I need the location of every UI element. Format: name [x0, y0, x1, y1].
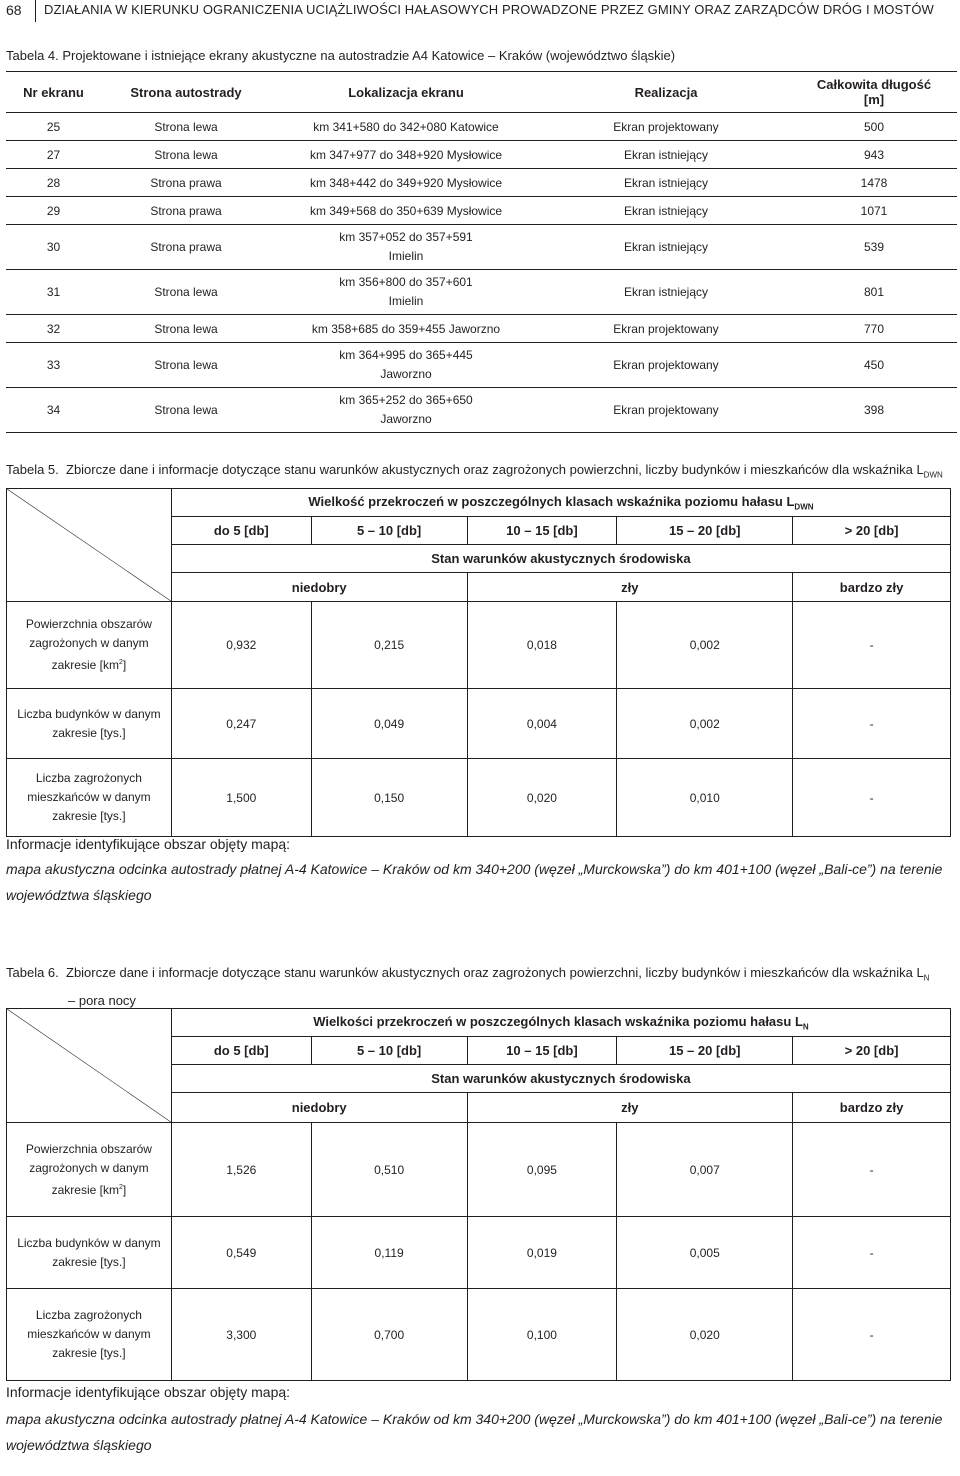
- data-cell: 0,004: [467, 689, 617, 759]
- row-label-text: Powierzchnia obszarów zagrożonych w danym zakresie [km: [25, 617, 152, 672]
- table-row: [6, 315, 957, 343]
- t4-header-strona: Strona autostrady: [101, 72, 271, 113]
- group-header-text: Wielkość przekroczeń w poszczególnych klasach wskaźnika poziomu hałasu L: [308, 493, 795, 509]
- diagonal-header-cell: [7, 1009, 172, 1123]
- t4-header-nr: Nr ekranu: [6, 72, 101, 113]
- table4-caption: Tabela 4. Projektowane i istniejące ekrany akustyczne na autostradzie A4 Katowice – Kraków (województwo śląskie): [6, 48, 676, 63]
- t4-cell-strona: Strona lewa: [101, 270, 271, 315]
- t4-cell-strona: Strona prawa: [101, 225, 271, 270]
- t4-cell-realizacja: Ekran istniejący: [541, 169, 791, 197]
- t4-cell-strona: Strona lewa: [101, 113, 271, 141]
- class-header: 10 – 15 [db]: [467, 517, 617, 545]
- class-header: > 20 [db]: [793, 517, 951, 545]
- t4-cell-dlugosc: 770: [791, 315, 957, 343]
- t4-header-lokalizacja: Lokalizacja ekranu: [271, 72, 541, 113]
- t4-cell-lokalizacja: km 364+995 do 365+445 Jaworzno: [271, 343, 541, 388]
- table4: [6, 71, 957, 433]
- t4-cell-realizacja: Ekran projektowany: [541, 315, 791, 343]
- class-header: 5 – 10 [db]: [311, 1037, 467, 1065]
- table6-info-label: Informacje identyfikujące obszar objęty mapą:: [6, 1384, 291, 1400]
- data-cell: -: [793, 1123, 951, 1217]
- table-row: [6, 343, 957, 388]
- t4-cell-lokalizacja: km 356+800 do 357+601 Imielin: [271, 270, 541, 315]
- data-cell: -: [793, 602, 951, 689]
- row-label: [7, 1123, 172, 1217]
- t4-cell-dlugosc: 500: [791, 113, 957, 141]
- group-header-text: Wielkości przekroczeń w poszczególnych klasach wskaźnika poziomu hałasu L: [313, 1013, 803, 1029]
- header-divider: [35, 0, 36, 22]
- t4-cell-lokalizacja: km 365+252 do 365+650 Jaworzno: [271, 388, 541, 433]
- data-cell: 0,002: [617, 602, 793, 689]
- t4-cell-nr: 33: [6, 343, 101, 388]
- table-row: [7, 1217, 951, 1289]
- t4-cell-realizacja: Ekran istniejący: [541, 141, 791, 169]
- data-cell: 0,700: [311, 1289, 467, 1381]
- t4-cell-lokalizacja: km 349+568 do 350+639 Mysłowice: [271, 197, 541, 225]
- t4-cell-lokalizacja: km 348+442 do 349+920 Mysłowice: [271, 169, 541, 197]
- t4-cell-strona: Strona prawa: [101, 197, 271, 225]
- data-cell: 0,932: [171, 602, 311, 689]
- t4-cell-nr: 31: [6, 270, 101, 315]
- t4-cell-realizacja: Ekran istniejący: [541, 270, 791, 315]
- t4-cell-dlugosc: 943: [791, 141, 957, 169]
- t4-cell-nr: 34: [6, 388, 101, 433]
- data-cell: -: [793, 1289, 951, 1381]
- table-row: [7, 689, 951, 759]
- table-row: [7, 602, 951, 689]
- table6-caption: Tabela 6. Zbiorcze dane i informacje dotyczące stanu warunków akustycznych oraz zagrożonych powierzchni, liczby budynków i mieszkańców dla wskaźnika $L_N$ – pora nocy: [6, 965, 930, 1008]
- table-row: [6, 169, 957, 197]
- t4-cell-lokalizacja: km 341+580 do 342+080 Katowice: [271, 113, 541, 141]
- t4-cell-realizacja: Ekran projektowany: [541, 343, 791, 388]
- t4-cell-strona: Strona lewa: [101, 141, 271, 169]
- row-label-text: Liczba zagrożonych mieszkańców w danym zakresie [tys.]: [27, 1308, 151, 1360]
- data-cell: 0,510: [311, 1123, 467, 1217]
- state-zly: zły: [467, 573, 793, 602]
- data-cell: 0,002: [617, 689, 793, 759]
- group-header-sub: N: [802, 1022, 809, 1032]
- t4-cell-lokalizacja: km 357+052 do 357+591 Imielin: [271, 225, 541, 270]
- diagonal-line: [7, 489, 171, 601]
- data-cell: 0,119: [311, 1217, 467, 1289]
- data-cell: -: [793, 1217, 951, 1289]
- row-label-text: Liczba budynków w danym zakresie [tys.]: [17, 1235, 161, 1269]
- data-cell: 1,500: [171, 759, 311, 837]
- table-row: [7, 1289, 951, 1381]
- t4-cell-nr: 30: [6, 225, 101, 270]
- table-row: [6, 113, 957, 141]
- state-zly: zły: [467, 1093, 793, 1123]
- table5-info-text: mapa akustyczna odcinka autostrady płatnej A-4 Katowice – Kraków od km 340+200 (węzeł „Murckowska”) do km 401+100 (węzeł „Bali-ce”) na terenie województwa śląskiego: [6, 861, 943, 903]
- running-title: DZIAŁANIA W KIERUNKU OGRANICZENIA UCIĄŻLIWOŚCI HAŁASOWYCH PROWADZONE PRZEZ GMINY ORAZ ZARZĄDCÓW DRÓG I MOSTÓW: [44, 2, 934, 17]
- data-cell: 0,095: [467, 1123, 617, 1217]
- class-header: 10 – 15 [db]: [467, 1037, 617, 1065]
- data-cell: 3,300: [171, 1289, 311, 1381]
- table-row: [6, 270, 957, 315]
- t4-cell-realizacja: Ekran projektowany: [541, 388, 791, 433]
- data-cell: 0,020: [617, 1289, 793, 1381]
- class-header: do 5 [db]: [171, 1037, 311, 1065]
- row-label-sup: 2: [118, 1183, 123, 1191]
- table5-caption: Tabela 5. Zbiorcze dane i informacje dotyczące stanu warunków akustycznych oraz zagrożonych powierzchni, liczby budynków i mieszkańców dla wskaźnika $L_{DWN}$: [6, 462, 943, 480]
- t4-cell-dlugosc: 398: [791, 388, 957, 433]
- t4-cell-strona: Strona lewa: [101, 343, 271, 388]
- t4-cell-dlugosc: 539: [791, 225, 957, 270]
- t4-cell-nr: 29: [6, 197, 101, 225]
- row-label-text: Liczba zagrożonych mieszkańców w danym zakresie [tys.]: [27, 771, 151, 823]
- t4-cell-nr: 32: [6, 315, 101, 343]
- row-label: [7, 1289, 172, 1381]
- t4-cell-strona: Strona lewa: [101, 315, 271, 343]
- page-number: 68: [6, 2, 22, 18]
- class-header: 5 – 10 [db]: [311, 517, 467, 545]
- table5-info-label: Informacje identyfikujące obszar objęty mapą:: [6, 836, 291, 852]
- data-cell: 0,010: [617, 759, 793, 837]
- table-row: [6, 141, 957, 169]
- data-cell: -: [793, 759, 951, 837]
- page-header: [0, 0, 960, 26]
- row-label-text: Liczba budynków w danym zakresie [tys.]: [17, 706, 161, 740]
- t4-header-realizacja: Realizacja: [541, 72, 791, 113]
- t4-header-dlugosc: Całkowita długość [m]: [791, 72, 957, 113]
- t4-cell-strona: Strona prawa: [101, 169, 271, 197]
- data-cell: 0,019: [467, 1217, 617, 1289]
- class-header: do 5 [db]: [171, 517, 311, 545]
- state-niedobry: niedobry: [171, 1093, 467, 1123]
- row-label-end: ]: [122, 658, 127, 672]
- state-header: Stan warunków akustycznych środowiska: [171, 545, 950, 573]
- t4-cell-lokalizacja: km 347+977 do 348+920 Mysłowice: [271, 141, 541, 169]
- table6-info-text: mapa akustyczna odcinka autostrady płatnej A-4 Katowice – Kraków od km 340+200 (węzeł „Murckowska”) do km 401+100 (węzeł „Bali-ce”) na terenie województwa śląskiego: [6, 1411, 943, 1453]
- group-header: [171, 1009, 950, 1037]
- data-cell: 0,549: [171, 1217, 311, 1289]
- row-label-text: Powierzchnia obszarów zagrożonych w danym zakresie [km: [25, 1141, 152, 1197]
- data-cell: -: [793, 689, 951, 759]
- state-header: Stan warunków akustycznych środowiska: [171, 1065, 950, 1093]
- data-cell: 0,018: [467, 602, 617, 689]
- data-cell: 1,526: [171, 1123, 311, 1217]
- data-cell: 0,005: [617, 1217, 793, 1289]
- t4-cell-strona: Strona lewa: [101, 388, 271, 433]
- t4-cell-nr: 25: [6, 113, 101, 141]
- row-label: [7, 1217, 172, 1289]
- state-bardzo-zly: bardzo zły: [793, 1093, 951, 1123]
- t4-cell-realizacja: Ekran istniejący: [541, 197, 791, 225]
- t4-cell-nr: 28: [6, 169, 101, 197]
- state-niedobry: niedobry: [171, 573, 467, 602]
- t4-cell-dlugosc: 450: [791, 343, 957, 388]
- table-row: [7, 759, 951, 837]
- t4-cell-dlugosc: 801: [791, 270, 957, 315]
- class-header: > 20 [db]: [793, 1037, 951, 1065]
- diagonal-header-cell: [7, 489, 172, 602]
- table-row: [6, 197, 957, 225]
- group-header-sub: DWN: [794, 502, 814, 512]
- state-bardzo-zly: bardzo zły: [793, 573, 951, 602]
- row-label: [7, 759, 172, 837]
- t4-cell-realizacja: Ekran projektowany: [541, 113, 791, 141]
- table5: [6, 488, 951, 837]
- group-header: [171, 489, 950, 517]
- data-cell: 0,049: [311, 689, 467, 759]
- data-cell: 0,247: [171, 689, 311, 759]
- data-cell: 0,150: [311, 759, 467, 837]
- t4-cell-dlugosc: 1478: [791, 169, 957, 197]
- class-header: 15 – 20 [db]: [617, 1037, 793, 1065]
- t4-cell-nr: 27: [6, 141, 101, 169]
- data-cell: 0,215: [311, 602, 467, 689]
- t4-cell-lokalizacja: km 358+685 do 359+455 Jaworzno: [271, 315, 541, 343]
- data-cell: 0,020: [467, 759, 617, 837]
- row-label-end: ]: [122, 1182, 127, 1197]
- row-label-sup: 2: [118, 659, 123, 666]
- data-cell: 0,100: [467, 1289, 617, 1381]
- row-label: [7, 689, 172, 759]
- row-label: [7, 602, 172, 689]
- table-row: [6, 388, 957, 433]
- t4-cell-realizacja: Ekran istniejący: [541, 225, 791, 270]
- data-cell: 0,007: [617, 1123, 793, 1217]
- table-row: [7, 1123, 951, 1217]
- diagonal-line: [7, 1009, 171, 1122]
- table6: [6, 1008, 951, 1381]
- class-header: 15 – 20 [db]: [617, 517, 793, 545]
- t4-cell-dlugosc: 1071: [791, 197, 957, 225]
- table-row: [6, 225, 957, 270]
